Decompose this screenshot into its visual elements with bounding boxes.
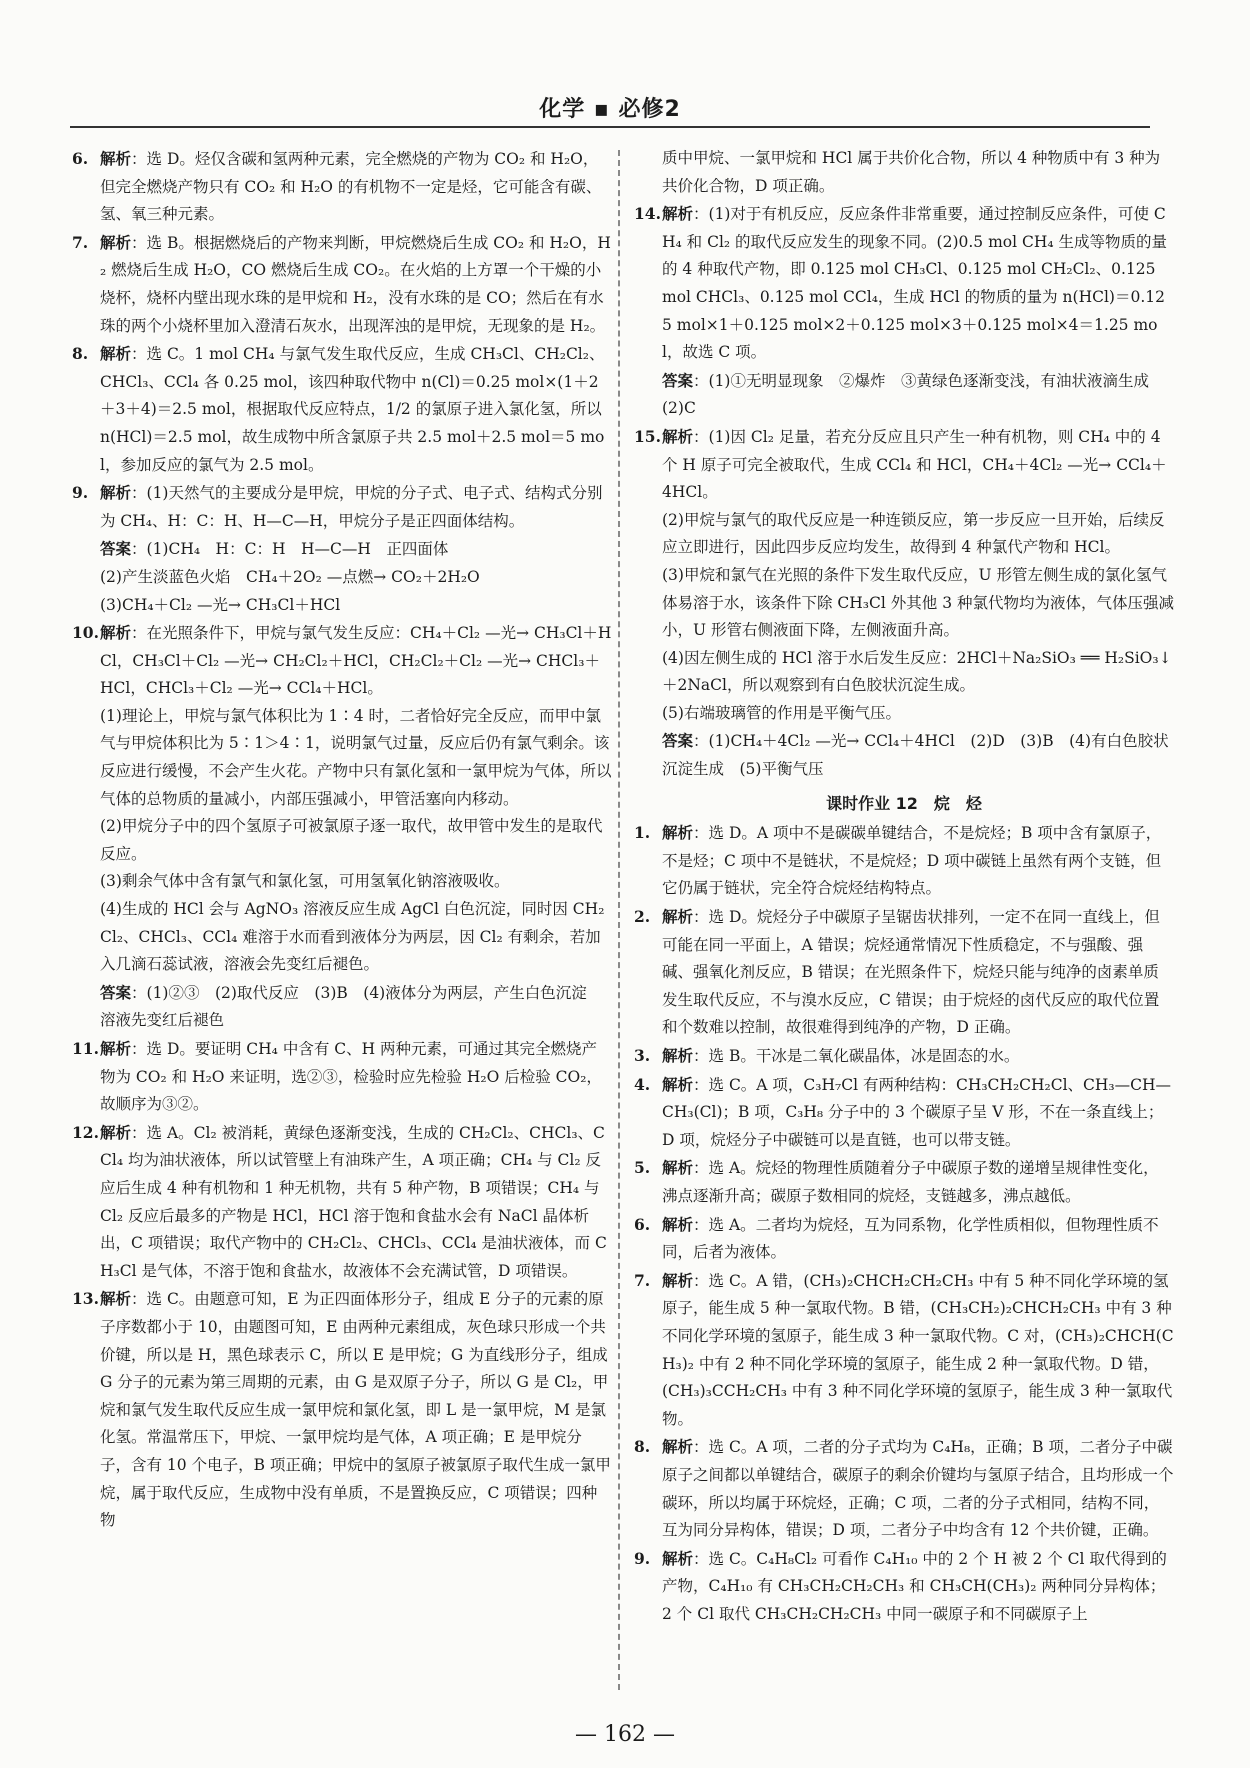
answer-paragraph	[72, 868, 612, 896]
answer-text: (2)甲烷与氯气的取代反应是一种连锁反应，第一步反应一旦开始，后续反应立即进行，因此四步反应均发生，故得到 4 种氯代产物和 HCl。	[662, 510, 1165, 557]
answer-paragraph	[634, 423, 1174, 507]
answer-text: (1)理论上，甲烷与氯气体积比为 1∶4 时，二者恰好完全反应，而甲中氯气与甲烷体积比为 5∶1＞4∶1，说明氯气过量，反应后仍有氯气剩余。该反应进行缓慢，不会产生火花。产物中只有氯化氢和一氯甲烷为气体，所以气体的总物质的量减小，内部压强减小，甲管活塞向内移动。	[100, 706, 612, 808]
header-title: 化学 ▪ 必修2	[539, 97, 681, 122]
answer-text: (5)右端玻璃管的作用是平衡气压。	[662, 703, 901, 722]
answer-label: 解析	[100, 1289, 132, 1309]
answer-text: ：选 B。根据燃烧后的产物来判断，甲烷燃烧后生成 CO₂ 和 H₂O，H₂ 燃烧后生成 H₂O，CO 燃烧后生成 CO₂。在火焰的上方罩一个干燥的小烧杯，烧杯内壁出现水珠的是甲烷和 H₂，没有水珠的是 CO；然后在有水珠的两个小烧杯里加入澄清石灰水，出现浑浊的是甲烷，无现象的是 H₂。	[100, 233, 611, 335]
answer-text: (3)剩余气体中含有氯气和氯化氢，可用氢氧化钠溶液吸收。	[100, 872, 510, 891]
answer-text: ：(1)CH₄＋4Cl₂ —光→ CCl₄＋4HCl (2)D (3)B (4)有白色胶状沉淀生成 (5)平衡气压	[662, 732, 1169, 779]
answer-text: ：(1)CH₄ H：C：H H—C—H 正四面体	[131, 540, 449, 559]
answer-paragraph	[634, 1154, 1174, 1210]
answer-text: 质中甲烷、一氯甲烷和 HCl 属于共价化合物，所以 4 种物质中有 3 种为共价化合物，D 项正确。	[662, 149, 1161, 195]
question-number: 7.	[72, 232, 89, 252]
question-number: 9.	[72, 483, 89, 503]
question-number: 5.	[634, 1158, 651, 1178]
question-number: 14.	[634, 204, 661, 224]
answer-text: ：选 D。烃仅含碳和氢两种元素，完全燃烧的产物为 CO₂ 和 H₂O，但完全燃烧产物只有 CO₂ 和 H₂O 的有机物不一定是烃，它可能含有碳、氢、氧三种元素。	[100, 150, 602, 224]
answer-label: 答案	[100, 539, 132, 559]
answer-text: ：选 A。Cl₂ 被消耗，黄绿色逐渐变浅，生成的 CH₂Cl₂、CHCl₃、CCl₄ 均为油状液体，所以试管壁上有油珠产生，A 项正确；CH₄ 与 Cl₂ 反应后生成 4 种有机物和 1 种无机物，共有 5 种产物，B 项错误；CH₄ 与 Cl₂ 反应后最多的产物是 HCl，HCl 溶于饱和食盐水会有 NaCl 晶体析出，C 项错误；取代产物中的 CH₂Cl₂、CHCl₃、CCl₄ 是油状液体，而 CH₃Cl 是气体，不溶于饱和食盐水，故液体不会充满试管，D 项错误。	[100, 1123, 607, 1280]
answer-paragraph	[634, 1211, 1174, 1267]
answer-text: ：(1)对于有机反应，反应条件非常重要，通过控制反应条件，可使 CH₄ 和 Cl₂ 的取代反应发生的现象不同。(2)0.5 mol CH₄ 生成等物质的量的 4 种取代产物，即 0.125 mol CH₃Cl、0.125 mol CH₂Cl₂、0.125 mol CHCl₃、0.125 mol CCl₄，生成 HCl 的物质的量为 n(HCl)＝0.125 mol×1＋0.125 mol×2＋0.125 mol×3＋0.125 mol×4＝1.25 mol，故选 C 项。	[662, 205, 1168, 362]
answer-paragraph	[634, 1545, 1174, 1629]
answer-label: 答案	[100, 982, 132, 1002]
column-divider	[618, 150, 620, 1690]
answer-paragraph	[634, 367, 1174, 423]
question-number: 12.	[72, 1122, 99, 1142]
question-number: 8.	[634, 1437, 651, 1457]
answer-label: 解析	[100, 1039, 132, 1058]
answer-paragraph	[634, 1071, 1174, 1155]
answer-paragraph	[634, 700, 1174, 728]
question-number: 10.	[72, 623, 99, 643]
answer-label: 解析	[662, 1046, 694, 1065]
question-number: 11.	[72, 1039, 99, 1058]
answer-paragraph	[634, 1042, 1174, 1071]
answer-paragraph	[72, 229, 612, 340]
page-header	[70, 92, 1150, 132]
answer-text: ：选 D。烷烃分子中碳原子呈锯齿状排列，一定不在同一直线上，但可能在同一平面上，A 错误；烷烃通常情况下性质稳定，不与强酸、强碱、强氧化剂反应，B 错误；在光照条件下，烷烃只能与纯净的卤素单质发生取代反应，不与溴水反应，C 错误；由于烷烃的卤代反应的取代位置和个数难以控制，故很难得到纯净的产物，D 正确。	[662, 908, 1160, 1037]
answer-text: ：选 C。由题意可知，E 为正四面体形分子，组成 E 分子的元素的原子序数都小于 10，由题图可知，E 由两种元素组成，灰色球只形成一个共价键，所以是 H，黑色球表示 C，所以 E 是甲烷；G 为直线形分子，组成 G 分子的元素为第三周期的元素，由 G 是双原子分子，所以 G 是 Cl₂，甲烷和氯气发生取代反应生成一氯甲烷和氯化氢，即 L 是一氯甲烷，M 是氯化氢。常温常压下，甲烷、一氯甲烷均是气体，A 项正确；E 是甲烷分子，含有 10 个电子，B 项正确；甲烷中的氢原子被氯原子取代生成一氯甲烷，属于取代反应，生成物中没有单质，不是置换反应，C 项错误；四种物	[100, 1290, 613, 1530]
answer-label: 解析	[662, 204, 694, 224]
answer-paragraph	[72, 1285, 612, 1534]
answer-paragraph	[72, 1035, 612, 1119]
answer-paragraph	[72, 340, 612, 479]
question-number: 1.	[634, 823, 651, 843]
answer-text: (3)甲烷和氯气在光照的条件下发生取代反应，U 形管左侧生成的氯化氢气体易溶于水，该条件下除 CH₃Cl 外其他 3 种氯代物均为液体，气体压强减小，U 形管右侧液面下降，左侧液面升高。	[662, 565, 1174, 640]
answer-text: ：选 C。A 项，C₃H₇Cl 有两种结构：CH₃CH₂CH₂Cl、CH₃—CH—CH₃(Cl)；B 项，C₃H₈ 分子中的 3 个碳原子呈 V 形，不在一条直线上；D 项，烷烃分子中碳链可以是直链，也可以带支链。	[662, 1075, 1172, 1149]
answer-label: 解析	[662, 1214, 694, 1234]
answer-label: 答案	[662, 731, 694, 751]
answer-text: ：选 A。二者均为烷烃，互为同系物，化学性质相似，但物理性质不同，后者为液体。	[662, 1215, 1159, 1262]
answer-text: (4)因左侧生成的 HCl 溶于水后发生反应：2HCl＋Na₂SiO₃ ══ H₂SiO₃↓＋2NaCl，所以观察到有白色胶状沉淀生成。	[662, 648, 1172, 695]
answer-label: 解析	[100, 149, 132, 168]
answer-paragraph	[72, 479, 612, 535]
answer-text: ：选 C。1 mol CH₄ 与氯气发生取代反应，生成 CH₃Cl、CH₂Cl₂、CHCl₃、CCl₄ 各 0.25 mol，该四种取代物中 n(Cl)＝0.25 mol×(1＋2＋3＋4)＝2.5 mol，根据取代反应特点，1/2 的氯原子进入氯化氢，所以 n(HCl)＝2.5 mol，故生成物中所含氯原子共 2.5 mol＋2.5 mol＝5 mol，参加反应的氯气为 2.5 mol。	[100, 345, 607, 474]
question-number: 3.	[634, 1046, 651, 1065]
answer-text: ：选 D。要证明 CH₄ 中含有 C、H 两种元素，可通过其完全燃烧产物为 CO₂ 和 H₂O 来证明，选②③，检验时应先检验 H₂O 后检验 CO₂，故顺序为③②。	[100, 1040, 602, 1114]
answer-text: (4)生成的 HCl 会与 AgNO₃ 溶液反应生成 AgCl 白色沉淀，同时因 CH₂Cl₂、CHCl₃、CCl₄ 难溶于水而看到液体分为两层，因 Cl₂ 有剩余，若加入几滴石蕊试液，溶液会先变红后褪色。	[100, 900, 605, 974]
answer-text: (2)甲烷分子中的四个氢原子可被氯原子逐一取代，故甲管中发生的是取代反应。	[100, 817, 603, 863]
answer-label: 解析	[662, 1437, 694, 1457]
answer-label: 解析	[662, 1074, 694, 1094]
question-number: 15.	[634, 426, 661, 446]
answer-paragraph	[72, 592, 612, 620]
answer-text: ：选 C。C₄H₈Cl₂ 可看作 C₄H₁₀ 中的 2 个 H 被 2 个 Cl 取代得到的产物，C₄H₁₀ 有 CH₃CH₂CH₂CH₃ 和 CH₃CH(CH₃)₂ 两种同分异构体；2 个 Cl 取代 CH₃CH₂CH₂CH₃ 中同一碳原子和不同碳原子上	[662, 1549, 1167, 1623]
answer-paragraph	[634, 645, 1174, 700]
answer-text: ：(1)天然气的主要成分是甲烷，甲烷的分子式、电子式、结构式分别为 CH₄、H：C：H、H—C—H，甲烷分子是正四面体结构。	[100, 484, 603, 530]
answer-paragraph	[72, 896, 612, 979]
answer-label: 解析	[100, 623, 132, 643]
answer-paragraph	[634, 1433, 1174, 1544]
answer-paragraph	[634, 903, 1174, 1042]
answer-label: 解析	[662, 823, 694, 843]
answer-text: (2)产生淡蓝色火焰 CH₄＋2O₂ —点燃→ CO₂＋2H₂O	[100, 567, 480, 586]
answer-paragraph	[634, 145, 1174, 200]
question-number: 9.	[634, 1548, 651, 1568]
question-number: 7.	[634, 1270, 651, 1290]
question-number: 2.	[634, 907, 651, 927]
section-title: 课时作业 12 烷 烃	[826, 793, 982, 813]
answer-label: 解析	[662, 1270, 694, 1290]
answer-text: ：(1)①无明显现象 ②爆炸 ③黄绿色逐渐变浅，有油状液滴生成 (2)C	[662, 371, 1165, 418]
question-number: 6.	[72, 149, 89, 168]
answer-text: ：选 A。烷烃的物理性质随着分子中碳原子数的递增呈规律性变化，沸点逐渐升高；碳原子数相同的烷烃，支链越多，沸点越低。	[662, 1159, 1159, 1205]
question-number: 6.	[634, 1214, 651, 1234]
answer-text: ：(1)②③ (2)取代反应 (3)B (4)液体分为两层，产生白色沉淀 溶液先变红后褪色	[100, 983, 603, 1030]
header-rule	[70, 126, 1150, 128]
answer-paragraph	[72, 535, 612, 564]
answer-label: 解析	[662, 426, 694, 446]
answer-text: ：(1)因 Cl₂ 足量，若充分反应且只产生一种有机物，则 CH₄ 中的 4 个 H 原子可完全被取代，生成 CCl₄ 和 HCl，CH₄＋4Cl₂ —光→ CCl₄＋4HCl。	[662, 427, 1167, 502]
answer-text: ：选 C。A 项，二者的分子式均为 C₄H₈，正确；B 项，二者分子中碳原子之间都以单键结合，碳原子的剩余价键均与氢原子结合，且均形成一个碳环，所以均属于环烷烃，正确；C 项，二者的分子式相同，结构不同，互为同分异构体，错误；D 项，二者分子中均含有 12 个共价键，正确。	[662, 1438, 1174, 1540]
answer-paragraph	[72, 619, 612, 703]
answer-label: 答案	[662, 370, 694, 390]
answer-paragraph	[634, 200, 1174, 367]
right-column	[634, 145, 1174, 1628]
answer-text: ：在光照条件下，甲烷与氯气发生反应：CH₄＋Cl₂ —光→ CH₃Cl＋HCl，CH₃Cl＋Cl₂ —光→ CH₂Cl₂＋HCl，CH₂Cl₂＋Cl₂ —光→ CHCl₃＋HCl，CHCl₃＋Cl₂ —光→ CCl₄＋HCl。	[100, 624, 612, 698]
answer-paragraph	[72, 979, 612, 1035]
answer-paragraph	[72, 813, 612, 868]
question-number: 4.	[634, 1074, 651, 1094]
answer-paragraph	[634, 819, 1174, 903]
answer-label: 解析	[100, 1122, 132, 1142]
answer-label: 解析	[662, 1158, 694, 1178]
answer-text: ：选 C。A 错，(CH₃)₂CHCH₂CH₂CH₃ 中有 5 种不同化学环境的氢原子，能生成 5 种一氯取代物。B 错，(CH₃CH₂)₂CHCH₂CH₃ 中有 3 种不同化学环境的氢原子，能生成 3 种一氯取代物。C 对，(CH₃)₂CHCH(CH₃)₂ 中有 2 种不同化学环境的氢原子，能生成 2 种一氯取代物。D 错，(CH₃)₃CCH₂CH₃ 中有 3 种不同化学环境的氢原子，能生成 3 种一氯取代物。	[662, 1271, 1174, 1428]
answer-paragraph	[634, 1267, 1174, 1434]
question-number: 13.	[72, 1289, 99, 1309]
answer-label: 解析	[662, 907, 694, 927]
answer-label: 解析	[100, 344, 132, 364]
answer-label: 解析	[100, 483, 132, 503]
answer-text: ：选 B。干冰是二氧化碳晶体，冰是固态的水。	[693, 1047, 1020, 1065]
page-number: — 162 —	[575, 1722, 675, 1747]
answer-text: ：选 D。A 项中不是碳碳单键结合，不是烷烃；B 项中含有氯原子，不是烃；C 项中不是链状，不是烷烃；D 项中碳链上虽然有两个支链，但它仍属于链状，完全符合烷烃结构特点。	[662, 824, 1162, 898]
question-number: 8.	[72, 344, 89, 364]
answer-paragraph	[634, 507, 1174, 562]
answer-paragraph	[72, 1119, 612, 1286]
answer-label: 解析	[662, 1548, 694, 1568]
answer-paragraph	[72, 703, 612, 813]
answer-paragraph	[634, 727, 1174, 783]
left-column	[72, 145, 612, 1535]
answer-paragraph	[72, 145, 612, 229]
answer-paragraph	[634, 562, 1174, 645]
answer-text: (3)CH₄＋Cl₂ —光→ CH₃Cl＋HCl	[100, 595, 341, 614]
answer-paragraph	[72, 564, 612, 592]
answer-label: 解析	[100, 232, 132, 252]
